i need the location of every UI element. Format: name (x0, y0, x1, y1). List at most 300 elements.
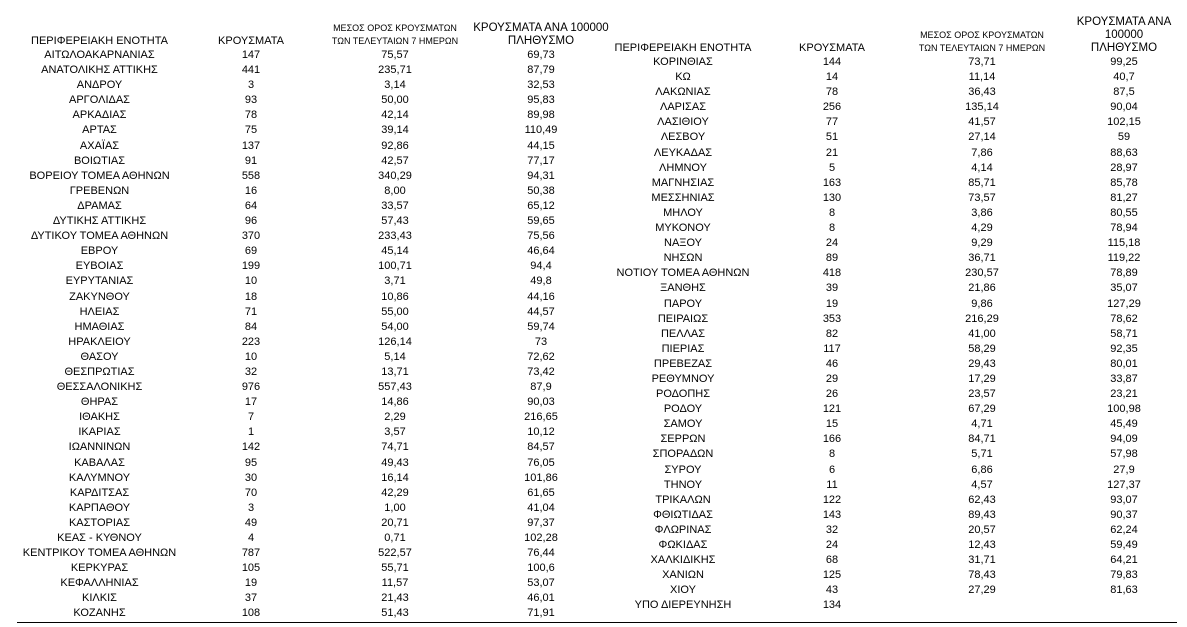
cell-avg-7-days: 55,00 (381, 305, 409, 318)
cell-cases: 787 (241, 547, 261, 560)
cell-cases: 82 (825, 327, 839, 340)
cell-avg-7-days: 50,00 (381, 94, 409, 107)
cell-region: ΕΥΒΟΙΑΣ (75, 260, 124, 273)
cell-avg-7-days: 216,29 (965, 312, 999, 325)
cell-cases: 6 (828, 463, 836, 476)
cell-per-100k: 94,31 (527, 169, 555, 182)
cell-per-100k: 127,29 (1107, 297, 1141, 310)
cell-region: ΔΥΤΙΚΟΥ ΤΟΜΕΑ ΑΘΗΝΩΝ (30, 230, 169, 243)
table-row (17, 380, 612, 395)
table-row (602, 70, 1184, 85)
cell-region: ΛΕΣΒΟΥ (660, 131, 706, 144)
cell-per-100k: 80,01 (1110, 357, 1138, 370)
table-row (602, 402, 1184, 417)
table-row (17, 78, 612, 93)
cell-per-100k (1064, 598, 1184, 613)
cell-cases: 14 (825, 71, 839, 84)
cell-cases: 10 (244, 350, 258, 363)
cell-cases: 976 (241, 381, 261, 394)
cell-per-100k: 58,71 (1110, 327, 1138, 340)
cell-cases: 37 (244, 592, 258, 605)
cell-region: ΛΑΣΙΘΙΟΥ (657, 116, 709, 129)
header-cases-per-100k: ΚΡΟΥΣΜΑΤΑ ΑΝΑ 100000 ΠΛΗΘΥΣΜΟ (1076, 16, 1172, 54)
cell-cases: 18 (244, 290, 258, 303)
cell-per-100k: 23,21 (1110, 388, 1138, 401)
table-row (602, 432, 1184, 447)
cell-per-100k: 50,38 (527, 184, 555, 197)
cell-region: ΚΩ (675, 71, 691, 84)
cell-cases: 142 (241, 441, 261, 454)
table-row (602, 281, 1184, 296)
cell-region: ΘΕΣΠΡΩΤΙΑΣ (64, 365, 135, 378)
cell-region: ΙΚΑΡΙΑΣ (78, 426, 121, 439)
cell-cases: 11 (826, 478, 838, 491)
cell-region: ΧΑΝΙΩΝ (662, 569, 704, 582)
cell-per-100k: 90,04 (1110, 101, 1138, 114)
cell-cases: 108 (241, 607, 261, 620)
cell-cases: 91 (244, 154, 258, 167)
cell-avg-7-days: 92,86 (381, 139, 409, 152)
cell-avg-7-days: 67,29 (968, 403, 996, 416)
cell-cases: 15 (825, 418, 839, 431)
cell-region: ΝΟΤΙΟΥ ΤΟΜΕΑ ΑΘΗΝΩΝ (616, 267, 750, 280)
cell-region: ΝΑΞΟΥ (664, 237, 702, 250)
table-row (602, 221, 1184, 236)
cell-cases: 64 (244, 199, 258, 212)
cell-per-100k: 95,83 (527, 94, 555, 107)
cell-cases: 8 (828, 206, 836, 219)
cell-avg-7-days: 100,71 (378, 260, 412, 273)
cell-avg-7-days: 16,14 (381, 471, 409, 484)
cell-cases: 117 (823, 342, 841, 355)
cell-per-100k: 45,49 (1110, 418, 1138, 431)
table-row (17, 471, 612, 486)
cell-avg-7-days: 58,29 (968, 342, 996, 355)
cell-per-100k: 71,91 (527, 607, 555, 620)
cell-cases: 163 (822, 176, 842, 189)
cell-region: ΕΒΡΟΥ (80, 245, 119, 258)
cell-avg-7-days: 17,29 (968, 372, 996, 385)
cell-cases: 137 (241, 139, 261, 152)
cell-cases: 84 (244, 320, 258, 333)
table-row (602, 538, 1184, 553)
cell-avg-7-days: 135,14 (965, 101, 999, 114)
cell-region: ΣΑΜΟΥ (663, 418, 703, 431)
table-row (602, 100, 1184, 115)
cell-cases: 199 (241, 260, 261, 273)
cell-per-100k: 33,87 (1110, 372, 1138, 385)
cell-region: ΚΟΡΙΝΘΙΑΣ (653, 56, 713, 68)
header-avg-7-days: ΜΕΣΟΣ ΟΡΟΣ ΚΡΟΥΣΜΑΤΩΝ ΤΩΝ ΤΕΛΕΥΤΑΙΩΝ 7 ΗΜΕΡΩΝ (918, 30, 1046, 53)
cell-region: ΑΧΑΪΑΣ (79, 139, 120, 152)
table-row (17, 486, 612, 501)
cell-per-100k: 72,62 (527, 350, 555, 363)
cell-avg-7-days: 5,14 (384, 350, 406, 363)
cell-cases: 7 (247, 411, 255, 424)
cell-region: ΡΟΔΟΥ (663, 403, 703, 416)
table-row (17, 63, 612, 78)
header-cases-per-100k: ΚΡΟΥΣΜΑΤΑ ΑΝΑ 100000 ΠΛΗΘΥΣΜΟ (473, 22, 609, 47)
table-row (17, 169, 612, 184)
cell-avg-7-days: 57,43 (381, 215, 409, 228)
cell-avg-7-days: 27,14 (968, 131, 996, 144)
table-row (602, 161, 1184, 176)
cell-per-100k: 49,8 (530, 275, 552, 288)
cell-per-100k: 59,49 (1110, 539, 1138, 551)
cell-region: ΦΛΩΡΙΝΑΣ (654, 523, 712, 536)
cell-avg-7-days: 45,14 (381, 245, 409, 258)
cell-avg-7-days (900, 598, 1064, 613)
cell-per-100k: 87,79 (527, 64, 555, 77)
cell-cases: 43 (825, 584, 839, 597)
cell-per-100k: 81,27 (1110, 191, 1138, 204)
cell-region: ΖΑΚΥΝΘΟΥ (69, 290, 130, 303)
cell-region: ΦΘΙΩΤΙΔΑΣ (653, 508, 713, 521)
cell-region: ΕΥΡΥΤΑΝΙΑΣ (65, 275, 134, 288)
cell-region: ΗΡΑΚΛΕΙΟΥ (68, 335, 131, 348)
cell-cases: 30 (244, 471, 258, 484)
cell-cases: 3 (247, 79, 255, 92)
table-row (17, 606, 612, 621)
cell-avg-7-days: 2,29 (384, 411, 406, 424)
cell-per-100k: 79,83 (1110, 569, 1138, 582)
cell-per-100k: 77,17 (527, 154, 555, 167)
cell-avg-7-days: 9,86 (971, 297, 993, 310)
cell-avg-7-days: 42,29 (381, 486, 409, 499)
table-row (602, 508, 1184, 523)
cell-avg-7-days: 9,29 (971, 237, 993, 250)
cell-cases: 32 (244, 365, 258, 378)
cell-region: ΜΗΛΟΥ (663, 206, 703, 219)
cell-per-100k: 44,16 (527, 290, 555, 303)
cell-region: ΑΙΤΩΛΟΑΚΑΡΝΑΝΙΑΣ (44, 49, 155, 61)
cell-cases: 10 (244, 275, 258, 288)
cell-per-100k: 32,53 (527, 79, 555, 92)
table-row (602, 342, 1184, 357)
cell-region: ΔΡΑΜΑΣ (77, 199, 122, 212)
cell-per-100k: 61,65 (527, 486, 555, 499)
cell-avg-7-days: 7,86 (971, 146, 993, 159)
cell-region: ΤΗΝΟΥ (663, 478, 703, 491)
cell-per-100k: 119,22 (1107, 252, 1141, 265)
table-row (17, 229, 612, 244)
cell-region: ΘΗΡΑΣ (80, 396, 119, 409)
cell-cases: 558 (241, 169, 261, 182)
cell-per-100k: 65,12 (527, 199, 555, 212)
table-row (17, 108, 612, 123)
cell-region: ΙΘΑΚΗΣ (79, 411, 120, 424)
cell-per-100k: 69,73 (527, 49, 555, 61)
cell-region: ΘΑΣΟΥ (80, 350, 119, 363)
cell-per-100k: 102,15 (1107, 116, 1141, 129)
cell-avg-7-days: 85,71 (968, 176, 996, 189)
cell-cases: 121 (822, 403, 842, 416)
cases-table-right (602, 16, 1184, 613)
cell-avg-7-days: 557,43 (378, 381, 412, 394)
table-row (17, 365, 612, 380)
cell-cases: 29 (825, 372, 839, 385)
table-row (602, 206, 1184, 221)
cell-avg-7-days: 3,86 (971, 206, 993, 219)
cell-region: ΠΙΕΡΙΑΣ (661, 342, 705, 355)
header-region: ΠΕΡΙΦΕΡΕΙΑΚΗ ΕΝΟΤΗΤΑ (31, 35, 168, 47)
cell-avg-7-days: 13,71 (381, 365, 409, 378)
cell-region: ΛΑΚΩΝΙΑΣ (655, 86, 711, 99)
table-row (602, 327, 1184, 342)
cell-region: ΚΕΝΤΡΙΚΟΥ ΤΟΜΕΑ ΑΘΗΝΩΝ (22, 547, 177, 560)
cell-per-100k: 87,5 (1113, 86, 1135, 99)
cell-cases: 51 (825, 131, 839, 144)
cell-cases: 134 (822, 599, 842, 612)
cell-cases: 143 (822, 508, 842, 521)
table-row (602, 251, 1184, 266)
cell-per-100k: 100,6 (527, 562, 555, 575)
header-region: ΠΕΡΙΦΕΡΕΙΑΚΗ ΕΝΟΤΗΤΑ (614, 42, 752, 54)
cell-region: ΦΩΚΙΔΑΣ (658, 539, 708, 551)
table-row (17, 350, 612, 365)
cell-avg-7-days: 4,71 (971, 418, 993, 431)
table-row (602, 583, 1184, 598)
table-row (602, 447, 1184, 462)
cell-avg-7-days: 20,57 (968, 523, 996, 536)
cell-avg-7-days: 84,71 (968, 433, 996, 446)
cell-region: ΚΕΡΚΥΡΑΣ (70, 562, 129, 575)
cell-avg-7-days: 4,29 (971, 222, 993, 235)
cell-avg-7-days: 36,71 (968, 252, 996, 265)
cell-cases: 5 (828, 161, 836, 174)
cell-cases: 32 (825, 523, 839, 536)
cell-per-100k: 100,98 (1107, 403, 1141, 416)
cell-per-100k: 53,07 (527, 577, 555, 590)
cell-cases: 75 (244, 124, 258, 137)
cell-per-100k: 84,57 (527, 441, 555, 454)
cell-avg-7-days: 51,43 (381, 607, 409, 620)
cell-avg-7-days: 74,71 (381, 441, 409, 454)
cell-avg-7-days: 20,71 (381, 516, 409, 529)
cell-per-100k: 35,07 (1110, 282, 1138, 295)
cell-cases: 39 (825, 282, 839, 295)
cell-avg-7-days: 49,43 (381, 456, 409, 469)
cell-region: ΚΙΛΚΙΣ (82, 592, 117, 605)
cell-region: ΘΕΣΣΑΛΟΝΙΚΗΣ (56, 381, 143, 394)
table-row (17, 456, 612, 471)
cell-region: ΗΜΑΘΙΑΣ (74, 320, 125, 333)
table-row (602, 357, 1184, 372)
cell-avg-7-days: 4,14 (971, 161, 993, 174)
cell-avg-7-days: 3,71 (384, 275, 406, 288)
cell-region: ΧΙΟΥ (670, 584, 696, 597)
cell-region: ΑΝΑΤΟΛΙΚΗΣ ΑΤΤΙΚΗΣ (41, 64, 158, 77)
cell-cases: 1 (247, 426, 255, 439)
cell-per-100k: 78,94 (1110, 222, 1138, 235)
cell-per-100k: 76,44 (527, 547, 555, 560)
cell-cases: 19 (244, 577, 258, 590)
cell-cases: 19 (825, 297, 839, 310)
cell-region: ΚΑΡΠΑΘΟΥ (68, 501, 131, 514)
cell-per-100k: 73,42 (527, 365, 555, 378)
cell-per-100k: 59,65 (527, 215, 555, 228)
cell-cases: 26 (825, 388, 839, 401)
cell-per-100k: 80,55 (1110, 206, 1138, 219)
table-row (602, 478, 1184, 493)
cell-cases: 70 (244, 486, 258, 499)
cell-avg-7-days: 27,29 (968, 584, 996, 597)
cell-per-100k: 40,7 (1113, 71, 1135, 84)
cell-per-100k: 87,9 (530, 381, 552, 394)
cell-per-100k: 57,98 (1110, 448, 1138, 461)
table-row (17, 93, 612, 108)
cell-avg-7-days: 11,57 (381, 577, 409, 590)
table-row (17, 290, 612, 305)
header-avg-7-days: ΜΕΣΟΣ ΟΡΟΣ ΚΡΟΥΣΜΑΤΩΝ ΤΩΝ ΤΕΛΕΥΤΑΙΩΝ 7 ΗΜΕΡΩΝ (331, 23, 459, 46)
cell-avg-7-days: 233,43 (378, 230, 412, 243)
table-row (602, 236, 1184, 251)
cell-cases: 223 (241, 335, 261, 348)
cell-cases: 24 (825, 237, 839, 250)
cell-cases: 96 (244, 215, 258, 228)
cell-cases: 77 (825, 116, 839, 129)
cell-per-100k: 46,01 (527, 592, 555, 605)
table-row (17, 335, 612, 350)
table-row (602, 146, 1184, 161)
cell-region: ΡΕΘΥΜΝΟΥ (651, 372, 715, 385)
cell-avg-7-days: 78,43 (968, 569, 996, 582)
table-row (17, 199, 612, 214)
cell-region: ΚΕΦΑΛΛΗΝΙΑΣ (60, 577, 139, 590)
table-row (17, 320, 612, 335)
table-row (17, 305, 612, 320)
table-row (17, 531, 612, 546)
cell-region: ΚΑΒΑΛΑΣ (74, 456, 125, 469)
cell-cases: 46 (825, 357, 839, 370)
cell-avg-7-days: 11,14 (968, 71, 996, 84)
cell-per-100k: 59 (1117, 131, 1131, 144)
cell-per-100k: 97,37 (527, 516, 555, 529)
cell-avg-7-days: 230,57 (965, 267, 999, 280)
cell-avg-7-days: 62,43 (968, 493, 996, 506)
cell-per-100k: 78,89 (1110, 267, 1138, 280)
table-row (602, 493, 1184, 508)
cell-cases: 105 (241, 562, 261, 575)
cell-region: ΙΩΑΝΝΙΝΩΝ (68, 441, 131, 454)
cell-region: ΒΟΡΕΙΟΥ ΤΟΜΕΑ ΑΘΗΝΩΝ (29, 169, 170, 182)
cell-per-100k: 44,57 (527, 305, 555, 318)
cell-per-100k: 115,18 (1107, 237, 1141, 250)
cell-region: ΡΟΔΟΠΗΣ (655, 388, 711, 401)
cell-per-100k: 216,65 (524, 411, 558, 424)
cases-table-left (17, 16, 612, 622)
table-row (602, 417, 1184, 432)
cell-cases: 8 (828, 448, 836, 461)
table-row (602, 553, 1184, 568)
table-row (17, 154, 612, 169)
cell-per-100k: 81,63 (1110, 584, 1138, 597)
table-row (602, 387, 1184, 402)
header-cases: ΚΡΟΥΣΜΑΤΑ (799, 42, 865, 54)
cell-avg-7-days: 12,43 (968, 539, 996, 551)
cell-avg-7-days: 4,57 (971, 478, 993, 491)
cell-avg-7-days: 6,86 (971, 463, 993, 476)
table-row (602, 130, 1184, 145)
cell-cases: 16 (244, 184, 258, 197)
cell-avg-7-days: 1,00 (384, 501, 406, 514)
table-row (17, 139, 612, 154)
cell-cases: 370 (241, 230, 261, 243)
cell-region: ΤΡΙΚΑΛΩΝ (655, 493, 711, 506)
table-row (602, 372, 1184, 387)
cell-avg-7-days: 33,57 (381, 199, 409, 212)
cell-cases: 3 (247, 501, 255, 514)
cell-per-100k: 102,28 (524, 532, 558, 544)
cell-avg-7-days: 21,86 (968, 282, 996, 295)
table-row (17, 516, 612, 531)
table-row (17, 546, 612, 561)
cell-cases: 93 (244, 94, 258, 107)
cell-cases: 69 (244, 245, 258, 258)
cell-region: ΝΗΣΩΝ (663, 252, 703, 265)
cell-avg-7-days: 75,57 (381, 49, 409, 61)
cell-avg-7-days: 0,71 (384, 532, 406, 544)
cell-avg-7-days: 21,43 (381, 592, 409, 605)
cell-per-100k: 93,07 (1110, 493, 1138, 506)
cell-region: ΑΡΚΑΔΙΑΣ (72, 109, 127, 122)
cell-avg-7-days: 5,71 (971, 448, 993, 461)
table-row (17, 214, 612, 229)
cell-per-100k: 90,03 (527, 396, 555, 409)
cell-per-100k: 73 (534, 335, 548, 348)
cell-cases: 147 (241, 49, 261, 61)
cell-per-100k: 78,62 (1110, 312, 1138, 325)
cell-region: ΜΕΣΣΗΝΙΑΣ (651, 191, 715, 204)
cell-cases: 441 (241, 64, 261, 77)
table-row (17, 591, 612, 606)
cell-cases: 166 (822, 433, 842, 446)
table-row (602, 176, 1184, 191)
cell-avg-7-days: 55,71 (381, 562, 409, 575)
cell-region: ΑΡΓΟΛΙΔΑΣ (69, 94, 130, 107)
header-row (602, 16, 1184, 55)
cell-cases: 24 (825, 539, 839, 551)
table-row (602, 297, 1184, 312)
cell-cases: 17 (244, 396, 258, 409)
cell-avg-7-days: 3,14 (384, 79, 406, 92)
cell-avg-7-days: 235,71 (378, 64, 412, 77)
cell-avg-7-days: 23,57 (968, 388, 996, 401)
cell-region: ΞΑΝΘΗΣ (660, 282, 706, 295)
cell-cases: 122 (822, 493, 842, 506)
cell-avg-7-days: 39,14 (381, 124, 409, 137)
table-row (17, 501, 612, 516)
cell-region: ΧΑΛΚΙΔΙΚΗΣ (650, 554, 716, 567)
cell-avg-7-days: 73,57 (968, 191, 996, 204)
header-cases: ΚΡΟΥΣΜΑΤΑ (218, 35, 284, 47)
cell-per-100k: 101,86 (524, 471, 558, 484)
cell-per-100k: 41,04 (527, 501, 555, 514)
cell-per-100k: 88,63 (1110, 146, 1138, 159)
cell-cases: 256 (822, 101, 842, 114)
table-row (17, 259, 612, 274)
cell-region: ΛΕΥΚΑΔΑΣ (653, 146, 713, 159)
cell-per-100k: 75,56 (527, 230, 555, 243)
cell-avg-7-days: 126,14 (378, 335, 412, 348)
cell-region: ΜΑΓΝΗΣΙΑΣ (651, 176, 715, 189)
cell-per-100k: 89,98 (527, 109, 555, 122)
table-row (17, 274, 612, 289)
cell-per-100k: 64,21 (1110, 554, 1138, 567)
cell-region: ΔΥΤΙΚΗΣ ΑΤΤΙΚΗΣ (52, 215, 147, 228)
table-row (602, 191, 1184, 206)
cell-avg-7-days: 31,71 (968, 554, 996, 567)
